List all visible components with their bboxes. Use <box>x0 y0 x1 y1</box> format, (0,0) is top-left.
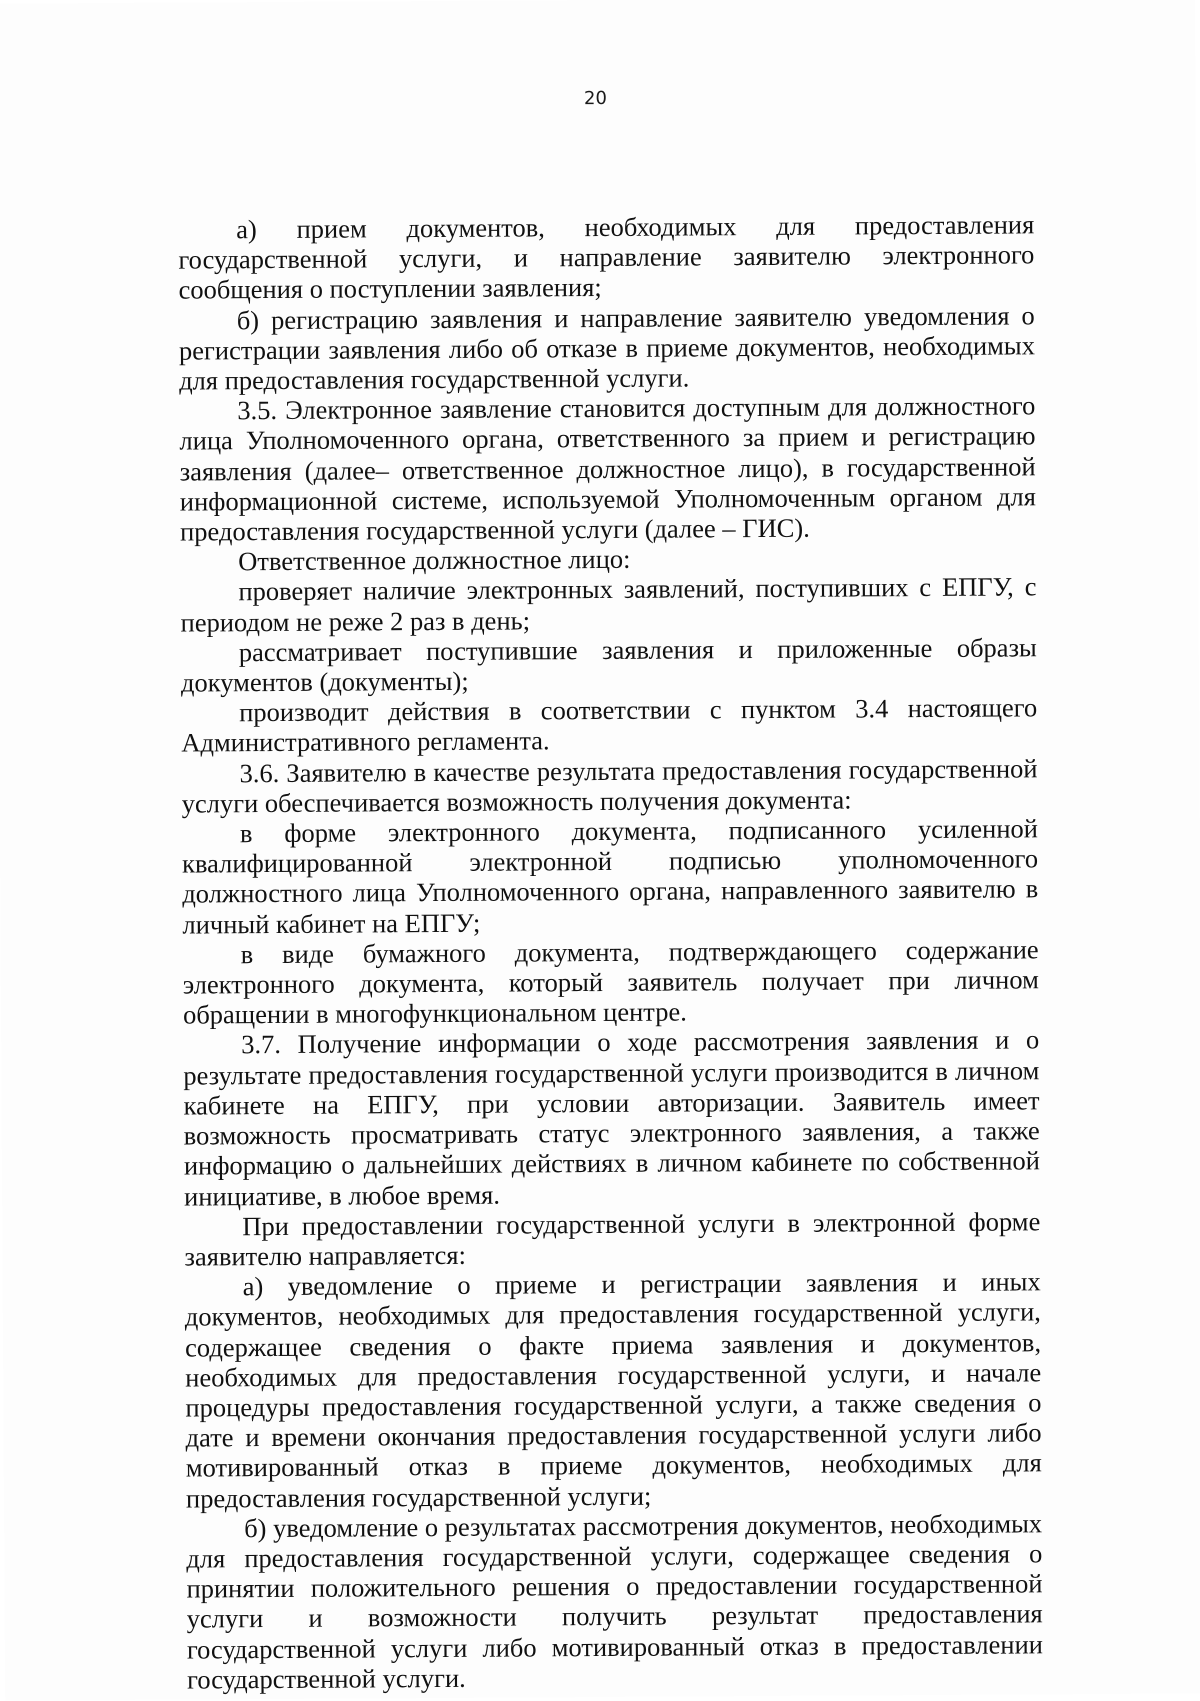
page-number: 20 <box>583 87 607 110</box>
paragraph: б) уведомление о результатах рассмотрения документов, необходимых для предоставления государственной услуги, содержащее сведения о принятии положительного решения о предоставлении государственной услуги и возможности получить результат предоставления государственной услуги либо мотивированный отказ в предоставлении государственной услуги. <box>186 1508 1043 1695</box>
paragraph: рассматривает поступившие заявления и приложенные образы документов (документы); <box>180 632 1037 698</box>
document-body <box>178 209 1043 1694</box>
paragraph: 3.7. Получение информации о ходе рассмотрения заявления и о результате предоставления государственной услуги производится в личном кабинете на ЕПГУ, при условии авторизации. Заявитель имеет возможность просматривать статус электронного заявления, а также информацию о дальнейших действиях в личном кабинете по собственной инициативе, в любое время. <box>183 1024 1041 1212</box>
paragraph: проверяет наличие электронных заявлений, поступивших с ЕПГУ, с периодом не реже 2 раз в день; <box>180 571 1037 638</box>
paragraph: 3.5. Электронное заявление становится доступным для должностного лица Уполномоченного органа, ответственного за прием и регистрацию заявления (далее– ответственное должностное лицо), в государственной информационной системе, используемой Уполномоченным органом для предоставления государственной услуги (далее – ГИС). <box>179 390 1036 547</box>
paragraph: б) регистрацию заявления и направление заявителю уведомления о регистрации заявления либо об отказе в приеме документов, необходимых для предоставления государственной услуги. <box>178 299 1036 396</box>
paragraph: в форме электронного документа, подписанного усиленной квалифицированной электронной подписью уполномоченного должностного лица Уполномоченного органа, направленного заявителю в личный кабинет на ЕПГУ; <box>181 813 1039 940</box>
paragraph: Ответственное должностное лицо: <box>238 544 631 577</box>
paragraph: При предоставлении государственной услуги в электронной форме заявителю направляется: <box>184 1206 1041 1272</box>
paragraph: а) уведомление о приеме и регистрации заявления и иных документов, необходимых для предоставления государственной услуги, содержащее сведения о факте приема заявления и документов, необходимых для предоставления государственной услуги, и начале процедуры предоставления государственной услуги, а также сведения о дате и времени окончания предоставления государственной услуги либо мотивированный отказ в приеме документов, необходимых для предоставления государственной услуги; <box>184 1266 1042 1514</box>
paragraph: в виде бумажного документа, подтверждающего содержание электронного документа, который заявитель получает при личном обращении в многофункциональном центре. <box>182 934 1039 1030</box>
paragraph: производит действия в соответствии с пунктом 3.4 настоящего Административного регламента. <box>181 692 1038 759</box>
paragraph: 3.6. Заявителю в качестве результата предоставления государственной услуги обеспечивается возможность получения документа: <box>181 752 1038 819</box>
paragraph: а) прием документов, необходимых для предоставления государственной услуги, и направление заявителю электронного сообщения о поступлении заявления; <box>178 209 1035 305</box>
